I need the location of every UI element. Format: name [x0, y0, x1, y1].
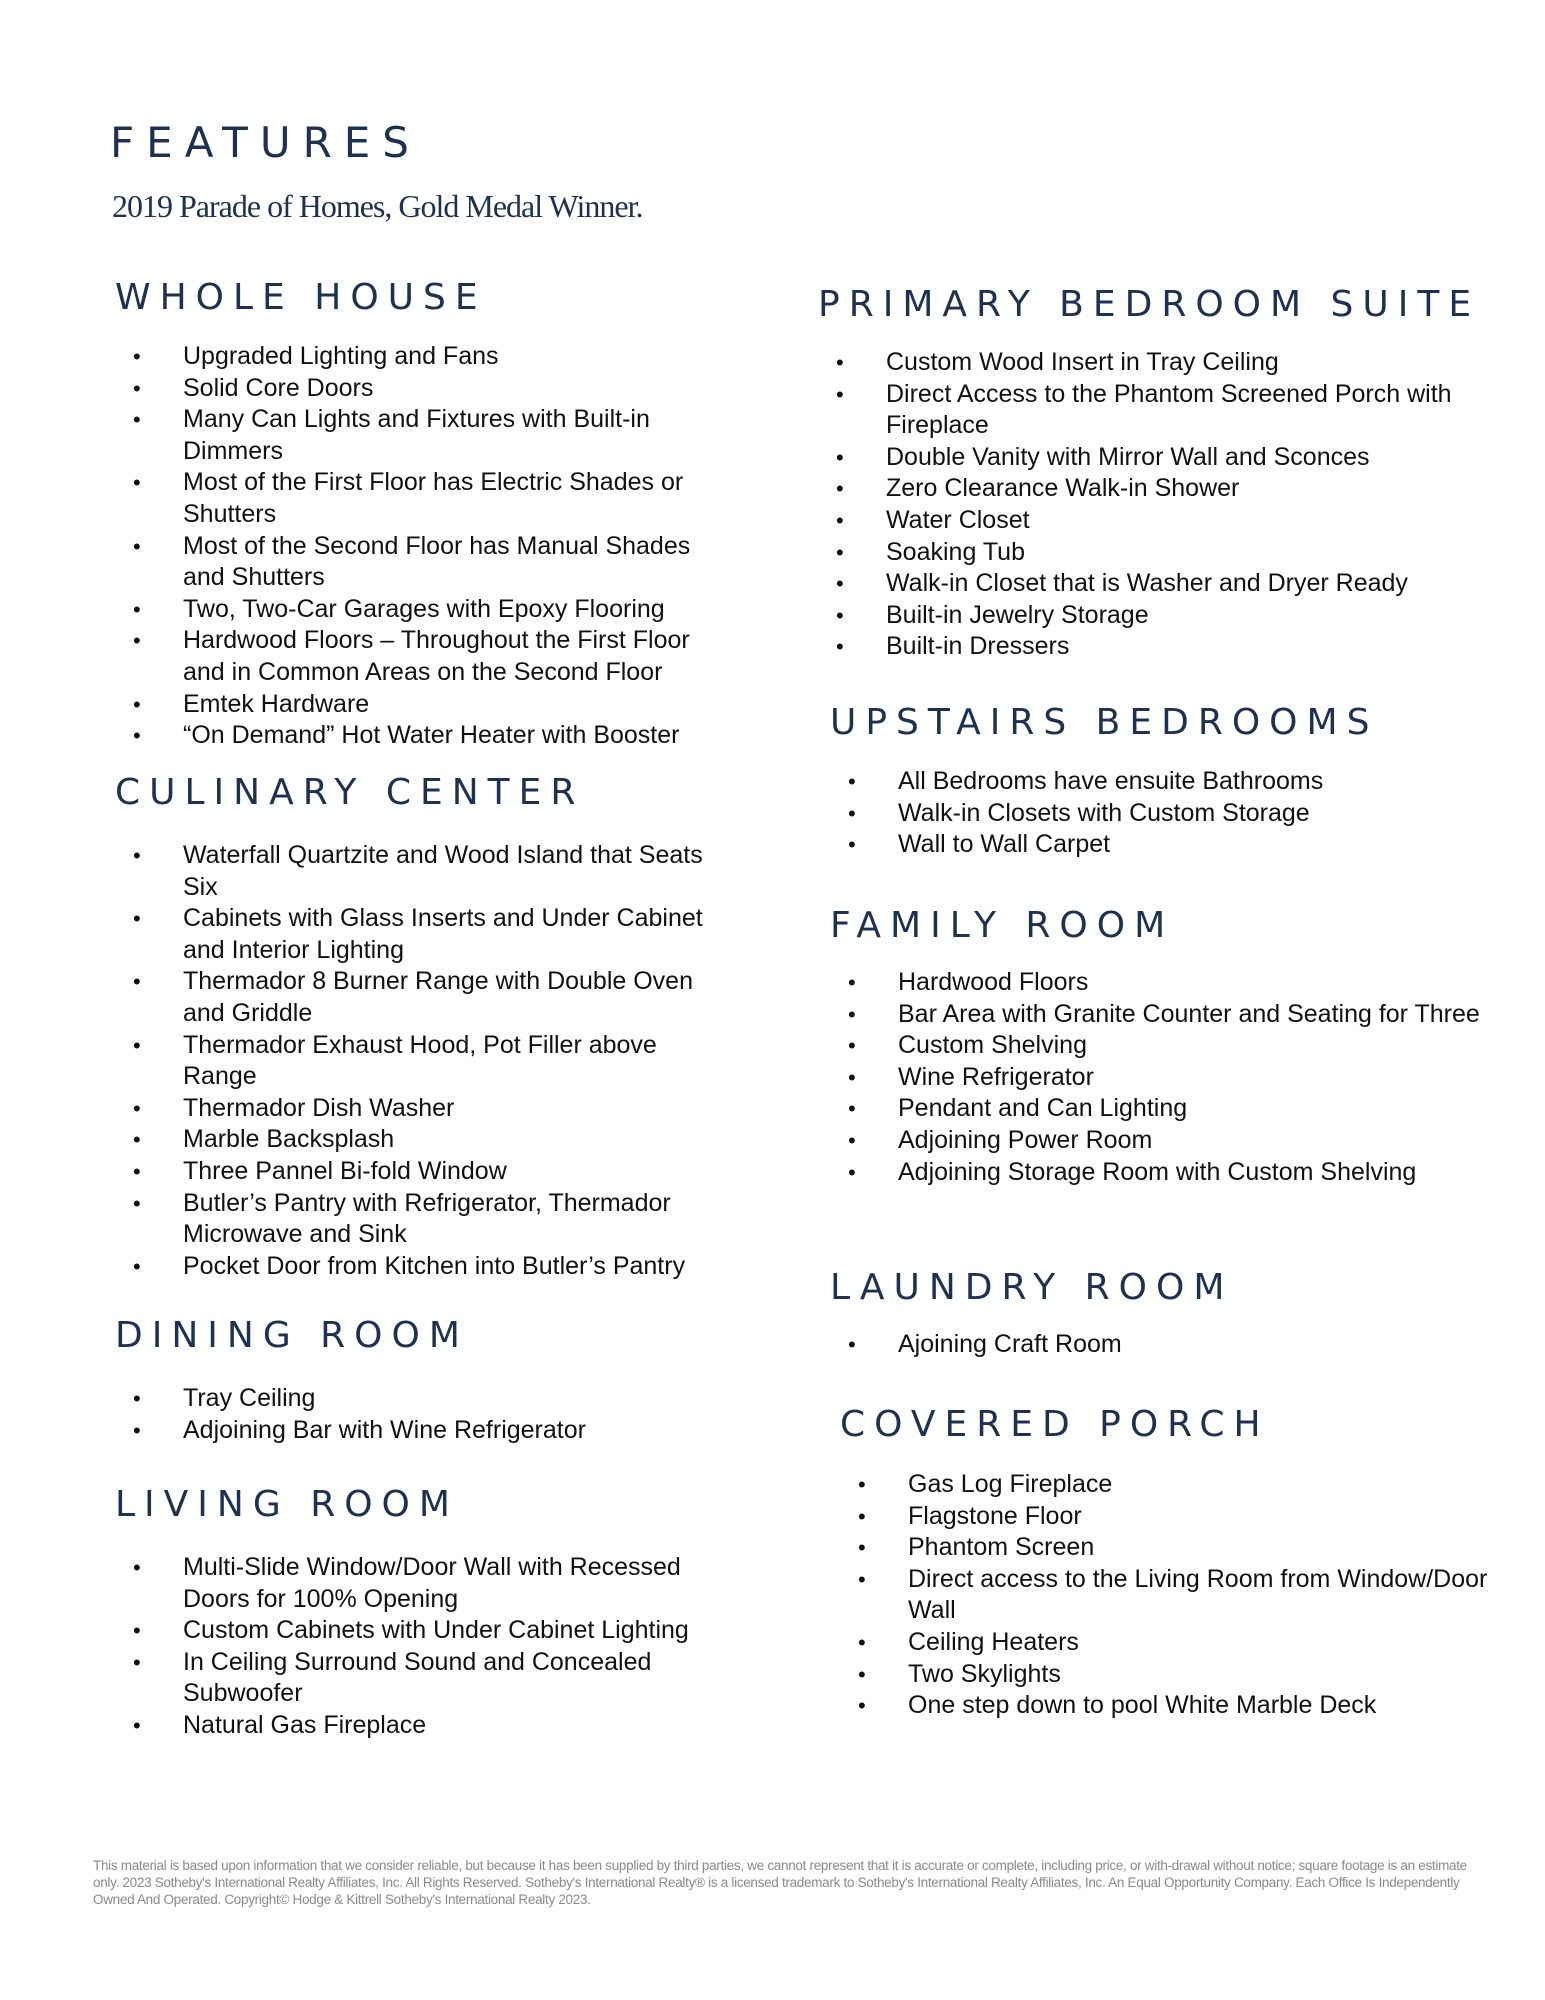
feature-list [840, 1469, 1540, 1722]
bullet-icon: • [133, 691, 141, 717]
bullet-icon: • [133, 1095, 141, 1121]
feature-text: Wall to Wall Carpet [898, 830, 1111, 859]
section-primary-bedroom-suite [818, 285, 1538, 663]
bullet-icon: • [848, 1001, 856, 1027]
bullet-icon: • [848, 1033, 856, 1059]
section-whole-house [115, 278, 735, 752]
footer-disclaimer: This material is based upon information that we consider reliable, but because it has been supplied by third parties, we cannot represent that it is accurate or complete, including price, or with-drawal without notice; square footage is an estimate only. 2023 Sotheby's International Realty Affiliates, Inc. All Rights Reserved. Sotheby's International Realty® is a licensed trademark to Sotheby's International Realty Affiliates, Inc. An Equal Opportunity Company. Each Office Is Independently Owned And Operated. Copyright© Hodge & Kittrell Sotheby's International Realty 2023. [93, 1858, 1467, 1907]
feature-text: Zero Clearance Walk-in Shower [886, 474, 1240, 503]
feature-item [830, 766, 1530, 798]
bullet-icon: • [836, 444, 844, 470]
bullet-icon: • [858, 1629, 866, 1655]
feature-item [115, 720, 735, 752]
bullet-icon: • [858, 1693, 866, 1719]
feature-item [818, 379, 1538, 442]
feature-item [840, 1501, 1540, 1533]
bullet-icon: • [848, 769, 856, 794]
feature-text: Adjoining Storage Room with Custom Shelving [898, 1157, 1417, 1186]
feature-item [830, 1329, 1530, 1361]
section-culinary-center [115, 773, 735, 1282]
page-subtitle: 2019 Parade of Homes, Gold Medal Winner. [112, 188, 643, 224]
section-upstairs-bedrooms [830, 703, 1530, 861]
feature-item [830, 1030, 1530, 1062]
bullet-icon: • [133, 628, 141, 654]
feature-item [830, 1157, 1530, 1189]
feature-text: Ceiling Heaters [908, 1627, 1079, 1656]
feature-item [115, 689, 735, 721]
feature-item [818, 537, 1538, 569]
feature-text: Direct Access to the Phantom Screened Porch with Fireplace [886, 379, 1452, 440]
feature-text: “On Demand” Hot Water Heater with Booster [183, 721, 680, 750]
feature-item [115, 1383, 735, 1415]
feature-item [840, 1532, 1540, 1564]
feature-item [115, 341, 735, 373]
feature-item [115, 404, 735, 467]
bullet-icon: • [848, 1159, 856, 1185]
bullet-icon: • [836, 539, 844, 565]
bullet-icon: • [858, 1472, 866, 1497]
feature-item [115, 1552, 735, 1615]
bullet-icon: • [836, 476, 844, 502]
bullet-icon: • [133, 723, 141, 749]
feature-list [830, 967, 1530, 1188]
section-heading: CULINARY CENTER [115, 772, 585, 813]
bullet-icon: • [836, 571, 844, 597]
feature-text: Butler’s Pantry with Refrigerator, Thermador Microwave and Sink [183, 1188, 671, 1249]
feature-item [818, 568, 1538, 600]
feature-item [115, 1251, 735, 1283]
feature-text: All Bedrooms have ensuite Bathrooms [898, 767, 1324, 795]
feature-text: Emtek Hardware [183, 689, 370, 718]
bullet-icon: • [133, 1712, 141, 1738]
section-dining-room [115, 1316, 735, 1446]
feature-text: Natural Gas Fireplace [183, 1710, 427, 1739]
feature-text: Wine Refrigerator [898, 1062, 1094, 1091]
section-heading: DINING ROOM [115, 1315, 469, 1356]
feature-text: Multi-Slide Window/Door Wall with Recessed Doors for 100% Opening [183, 1553, 681, 1613]
section-heading: COVERED PORCH [840, 1404, 1270, 1445]
bullet-icon: • [133, 1127, 141, 1153]
feature-text: Many Can Lights and Fixtures with Built-in Dimmers [183, 405, 650, 465]
bullet-icon: • [848, 970, 856, 995]
feature-text: Bar Area with Granite Counter and Seating for Three [898, 999, 1480, 1028]
feature-list [115, 341, 735, 752]
feature-text: Ajoining Craft Room [898, 1330, 1122, 1358]
feature-item [818, 473, 1538, 505]
feature-text: Waterfall Quartzite and Wood Island that Seats Six [183, 841, 703, 901]
feature-text: Custom Wood Insert in Tray Ceiling [886, 348, 1279, 376]
feature-item [840, 1690, 1540, 1722]
bullet-icon: • [133, 1253, 141, 1279]
section-living-room [115, 1485, 735, 1742]
feature-item [115, 966, 735, 1029]
bullet-icon: • [133, 843, 141, 868]
feature-text: Adjoining Power Room [898, 1125, 1153, 1154]
feature-item [818, 600, 1538, 632]
feature-item [818, 442, 1538, 474]
feature-item [115, 1615, 735, 1647]
feature-text: Solid Core Doors [183, 373, 374, 402]
bullet-icon: • [836, 602, 844, 628]
feature-item [115, 531, 735, 594]
feature-text: Thermador Exhaust Hood, Pot Filler above Range [183, 1030, 657, 1091]
feature-item [115, 373, 735, 405]
feature-text: Direct access to the Living Room from Window/Door Wall [908, 1564, 1488, 1625]
bullet-icon: • [848, 1096, 856, 1122]
bullet-icon: • [133, 969, 141, 995]
bullet-icon: • [133, 533, 141, 559]
bullet-icon: • [133, 407, 141, 433]
feature-text: Built-in Jewelry Storage [886, 600, 1149, 629]
feature-item [115, 1647, 735, 1710]
feature-text: Hardwood Floors [898, 968, 1089, 996]
bullet-icon: • [848, 1127, 856, 1153]
bullet-icon: • [848, 1064, 856, 1090]
feature-item [115, 1188, 735, 1251]
feature-item [115, 1093, 735, 1125]
feature-item [840, 1659, 1540, 1691]
bullet-icon: • [133, 470, 141, 496]
bullet-icon: • [133, 1158, 141, 1184]
feature-text: Custom Shelving [898, 1031, 1087, 1060]
feature-list [818, 347, 1538, 663]
feature-text: Thermador 8 Burner Range with Double Oven and Griddle [183, 967, 693, 1027]
feature-list [115, 1552, 735, 1742]
feature-text: Double Vanity with Mirror Wall and Sconces [886, 442, 1370, 471]
feature-item [830, 1062, 1530, 1094]
feature-item [840, 1627, 1540, 1659]
bullet-icon: • [133, 1417, 141, 1443]
feature-item [115, 625, 735, 688]
bullet-icon: • [858, 1535, 866, 1561]
feature-text: Most of the First Floor has Electric Shades or Shutters [183, 468, 684, 528]
section-heading: UPSTAIRS BEDROOMS [830, 702, 1379, 743]
feature-text: Most of the Second Floor has Manual Shades and Shutters [183, 531, 691, 592]
feature-item [115, 1156, 735, 1188]
feature-item [830, 829, 1530, 861]
feature-list [115, 840, 735, 1282]
feature-text: Custom Cabinets with Under Cabinet Lighting [183, 1616, 689, 1645]
feature-text: Two Skylights [908, 1659, 1061, 1688]
section-covered-porch [840, 1405, 1540, 1722]
bullet-icon: • [133, 375, 141, 401]
feature-list [830, 766, 1530, 861]
feature-text: Built-in Dressers [886, 632, 1070, 661]
bullet-icon: • [848, 832, 856, 858]
section-heading: PRIMARY BEDROOM SUITE [818, 284, 1481, 325]
bullet-icon: • [133, 906, 141, 932]
bullet-icon: • [133, 1190, 141, 1216]
feature-text: One step down to pool White Marble Deck [908, 1691, 1377, 1720]
bullet-icon: • [848, 800, 856, 826]
section-family-room [830, 906, 1530, 1188]
bullet-icon: • [133, 1649, 141, 1675]
bullet-icon: • [133, 1032, 141, 1058]
feature-text: Thermador Dish Washer [183, 1093, 455, 1122]
section-heading: LIVING ROOM [115, 1484, 459, 1525]
feature-text: Two, Two-Car Garages with Epoxy Flooring [183, 594, 665, 623]
feature-item [830, 1093, 1530, 1125]
feature-text: Phantom Screen [908, 1533, 1095, 1562]
bullet-icon: • [858, 1566, 866, 1592]
feature-text: Pendant and Can Lighting [898, 1094, 1188, 1123]
feature-item [830, 999, 1530, 1031]
bullet-icon: • [133, 1386, 141, 1411]
feature-list [830, 1329, 1530, 1361]
feature-item [818, 631, 1538, 663]
feature-text: Gas Log Fireplace [908, 1470, 1113, 1498]
page-title: FEATURES [110, 118, 421, 167]
section-heading: FAMILY ROOM [830, 905, 1175, 946]
section-heading: LAUNDRY ROOM [830, 1267, 1234, 1308]
bullet-icon: • [836, 350, 844, 375]
feature-text: In Ceiling Surround Sound and Concealed Subwoofer [183, 1647, 652, 1708]
feature-text: Walk-in Closet that is Washer and Dryer Ready [886, 569, 1408, 598]
section-heading: WHOLE HOUSE [115, 277, 487, 318]
feature-item [115, 1415, 735, 1447]
feature-text: Hardwood Floors – Throughout the First Floor and in Common Areas on the Second Floor [183, 626, 690, 686]
bullet-icon: • [133, 344, 141, 369]
feature-item [115, 840, 735, 903]
bullet-icon: • [858, 1661, 866, 1687]
bullet-icon: • [133, 596, 141, 622]
feature-item [115, 1124, 735, 1156]
feature-item [115, 467, 735, 530]
feature-list [115, 1383, 735, 1446]
bullet-icon: • [848, 1332, 856, 1357]
feature-item [115, 1710, 735, 1742]
feature-item [818, 505, 1538, 537]
feature-text: Upgraded Lighting and Fans [183, 342, 499, 370]
feature-item [115, 903, 735, 966]
feature-item [840, 1564, 1540, 1627]
feature-item [830, 967, 1530, 999]
feature-text: Tray Ceiling [183, 1384, 316, 1412]
bullet-icon: • [133, 1555, 141, 1580]
feature-item [115, 594, 735, 626]
bullet-icon: • [836, 381, 844, 407]
feature-item [830, 798, 1530, 830]
feature-text: Flagstone Floor [908, 1501, 1082, 1530]
bullet-icon: • [858, 1503, 866, 1529]
feature-text: Soaking Tub [886, 537, 1025, 566]
bullet-icon: • [836, 507, 844, 533]
bullet-icon: • [836, 634, 844, 660]
section-laundry-room [830, 1268, 1530, 1361]
feature-text: Pocket Door from Kitchen into Butler’s Pantry [183, 1251, 686, 1280]
feature-item [840, 1469, 1540, 1501]
feature-item [115, 1030, 735, 1093]
feature-text: Marble Backsplash [183, 1125, 395, 1154]
feature-item [830, 1125, 1530, 1157]
feature-text: Cabinets with Glass Inserts and Under Cabinet and Interior Lighting [183, 904, 703, 964]
feature-text: Adjoining Bar with Wine Refrigerator [183, 1415, 586, 1444]
feature-text: Walk-in Closets with Custom Storage [898, 798, 1310, 827]
feature-item [818, 347, 1538, 379]
feature-text: Three Pannel Bi-fold Window [183, 1156, 507, 1185]
feature-text: Water Closet [886, 505, 1030, 534]
bullet-icon: • [133, 1618, 141, 1644]
